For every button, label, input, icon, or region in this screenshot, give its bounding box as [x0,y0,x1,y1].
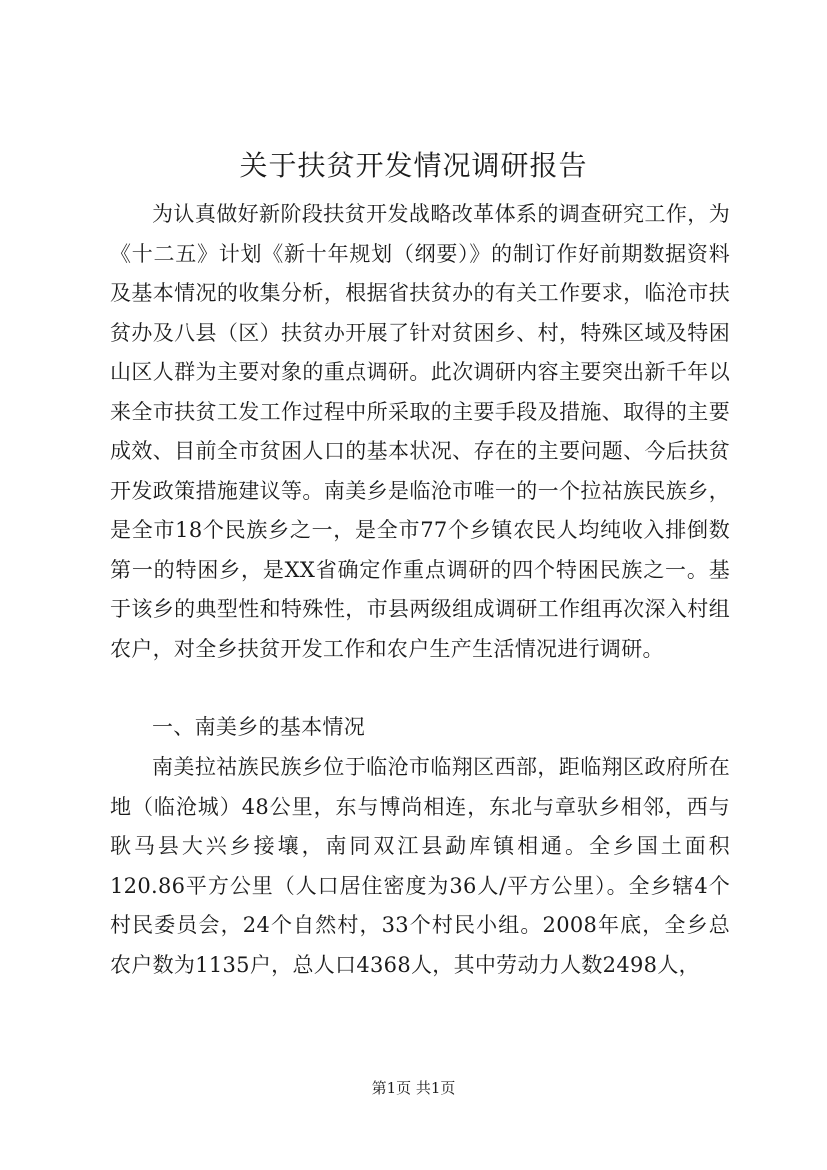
paragraph-basic-info: 南美拉祜族民族乡位于临沧市临翔区西部，距临翔区政府所在地（临沧城）48公里，东与博尚相连，东北与章驮乡相邻，西与耿马县大兴乡接壤，南同双江县勐库镇相通。全乡国土面积120.86平方公里（人口居住密度为36人/平方公里）。全乡辖4个村民委员会，24个自然村，33个村民小组。2008年底，全乡总农户数为1135户，总人口4368人，其中劳动力人数2498人， [110,755,730,977]
page-footer: 第1页 共1页 [371,1079,456,1097]
section-heading: 一、南美乡的基本情况 [152,715,365,739]
paragraph-intro: 为认真做好新阶段扶贫开发战略改革体系的调查研究工作，为《十二五》计划《新十年规划（纲要）》的制订作好前期数据资料及基本情况的收集分析，根据省扶贫办的有关工作要求，临沧市扶贫办及八县（区）扶贫办开展了针对贫困乡、村，特殊区域及特困山区人群为主要对象的重点调研。此次调研内容主要突出新千年以来全市扶贫工发工作过程中所采取的主要手段及措施、取得的主要成效、目前全市贫困人口的基本状况、存在的主要问题、今后扶贫开发政策措施建议等。南美乡是临沧市唯一的一个拉祜族民族乡，是全市18个民族乡之一，是全市77个乡镇农民人均纯收入排倒数第一的特困乡，是XX省确定作重点调研的四个特困民族之一。基于该乡的典型性和特殊性，市县两级组成调研工作组再次深入村组农户，对全乡扶贫开发工作和农户生产生活情况进行调研。 [110,202,730,661]
document-title: 关于扶贫开发情况调研报告 [239,149,588,182]
